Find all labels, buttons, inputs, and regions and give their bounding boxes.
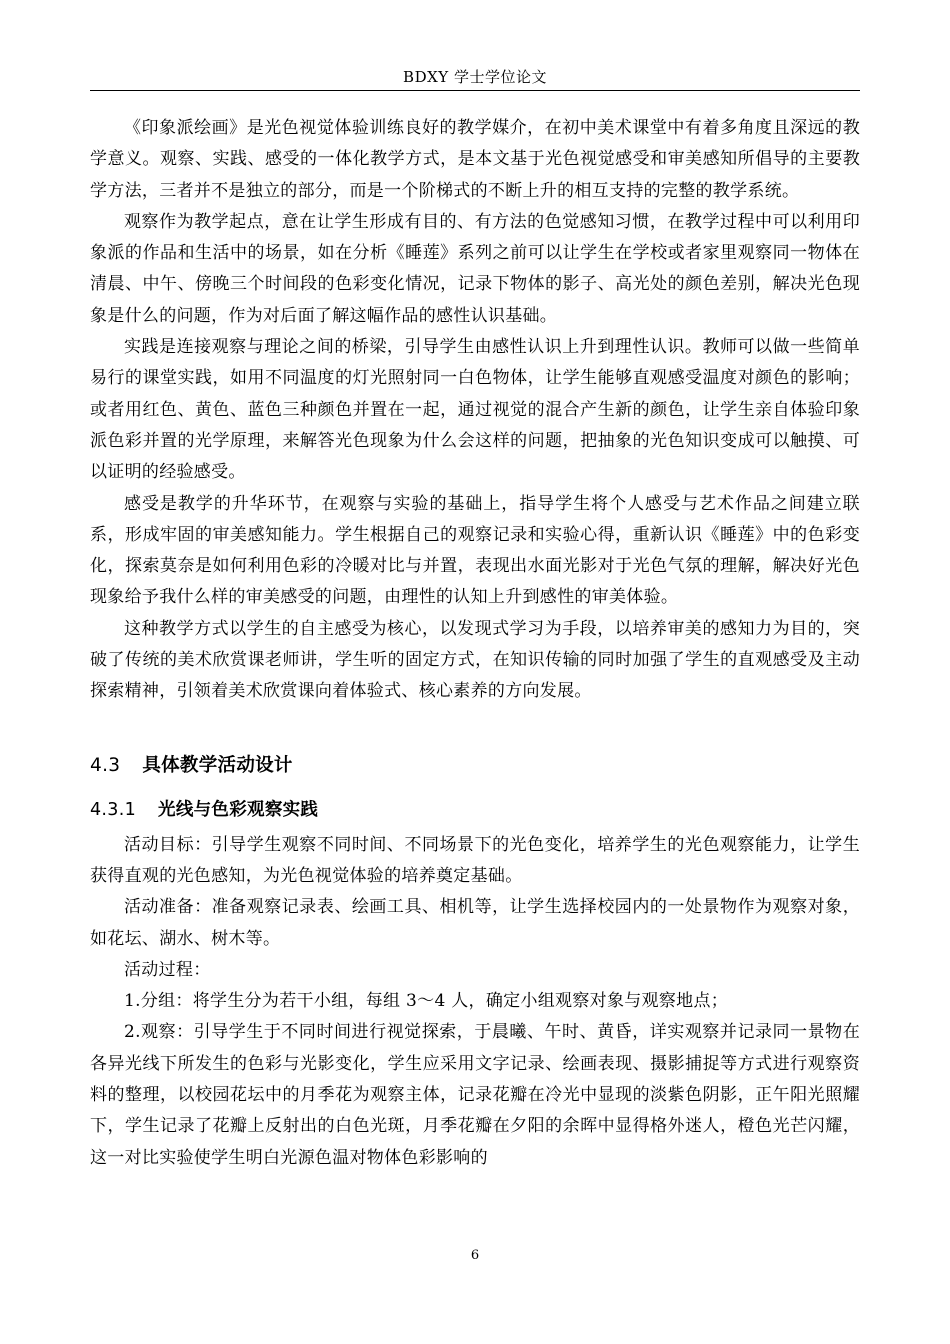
body-paragraph: 这种教学方式以学生的自主感受为核心，以发现式学习为手段，以培养审美的感知力为目的，突破了传统的美术欣赏课老师讲，学生听的固定方式，在知识传输的同时加强了学生的直观感受及主动探索精神，引领着美术欣赏课向着体验式、核心素养的方向发展。 (90, 618, 860, 702)
subsection-heading (90, 794, 860, 826)
section-title: 具体教学活动设计 (142, 754, 293, 776)
page-number: 6 (470, 1248, 480, 1263)
running-header: BDXY 学士学位论文 (403, 68, 547, 86)
body-paragraph: 2.观察：引导学生于不同时间进行视觉探索，于晨曦、午时、黄昏，详实观察并记录同一景物在各异光线下所发生的色彩与光影变化，学生应采用文字记录、绘画表现、摄影捕捉等方式进行观察资料的整理，以校园花坛中的月季花为观察主体，记录花瓣在冷光中显现的淡紫色阴影，正午阳光照耀下，学生记录了花瓣上反射出的白色光斑，月季花瓣在夕阳的余晖中显得格外迷人，橙色光芒闪耀，这一对比实验使学生明白光源色温对物体色彩影响的 (90, 1022, 860, 1168)
header-rule (90, 90, 860, 91)
body-paragraph: 实践是连接观察与理论之间的桥梁，引导学生由感性认识上升到理性认识。教师可以做一些简单易行的课堂实践，如用不同温度的灯光照射同一白色物体，让学生能够直观感受温度对颜色的影响；或者用红色、黄色、蓝色三种颜色并置在一起，通过视觉的混合产生新的颜色，让学生亲自体验印象派色彩并置的光学原理，来解答光色现象为什么会这样的问题，把抽象的光色知识变成可以触摸、可以证明的经验感受。 (90, 337, 860, 483)
body-paragraph: 活动目标：引导学生观察不同时间、不同场景下的光色变化，培养学生的光色观察能力，让学生获得直观的光色感知，为光色视觉体验的培养奠定基础。 (90, 834, 860, 886)
body-paragraph: 活动准备：准备观察记录表、绘画工具、相机等，让学生选择校园内的一处景物作为观察对象，如花坛、湖水、树木等。 (90, 897, 860, 949)
body-paragraph: 活动过程： (124, 959, 211, 980)
subsection-number: 4.3.1 (90, 799, 137, 820)
section-heading (90, 750, 860, 782)
subsection-title: 光线与色彩观察实践 (158, 799, 319, 820)
section-number: 4.3 (90, 754, 121, 776)
page-body (90, 113, 860, 1174)
body-paragraph: 观察作为教学起点，意在让学生形成有目的、有方法的色觉感知习惯，在教学过程中可以利用印象派的作品和生活中的场景，如在分析《睡莲》系列之前可以让学生在学校或者家里观察同一物体在清晨、中午、傍晚三个时间段的色彩变化情况，记录下物体的影子、高光处的颜色差别，解决光色现象是什么的问题，作为对后面了解这幅作品的感性认识基础。 (90, 211, 860, 326)
body-paragraph: 感受是教学的升华环节，在观察与实验的基础上，指导学生将个人感受与艺术作品之间建立联系，形成牢固的审美感知能力。学生根据自己的观察记录和实验心得，重新认识《睡莲》中的色彩变化，探索莫奈是如何利用色彩的冷暖对比与并置，表现出水面光影对于光色气氛的理解，解决好光色现象给予我什么样的审美感受的问题，由理性的认知上升到感性的审美体验。 (90, 493, 860, 608)
body-paragraph: 《印象派绘画》是光色视觉体验训练良好的教学媒介，在初中美术课堂中有着多角度且深远的教学意义。观察、实践、感受的一体化教学方式，是本文基于光色视觉感受和审美感知所倡导的主要教学方法，三者并不是独立的部分，而是一个阶梯式的不断上升的相互支持的完整的教学系统。 (90, 118, 860, 201)
body-paragraph: 1.分组：将学生分为若干小组，每组 3～4 人，确定小组观察对象与观察地点； (124, 991, 729, 1012)
